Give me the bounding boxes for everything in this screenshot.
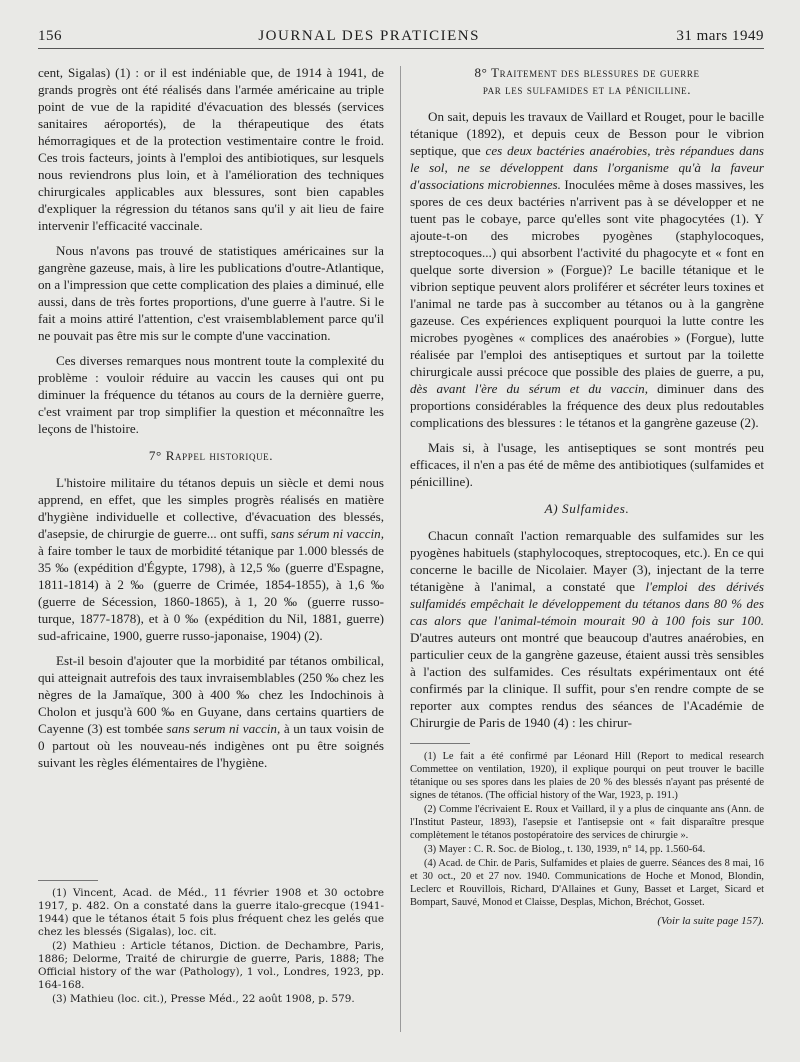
page-header <box>38 24 764 49</box>
continued-note: (Voir la suite page 157). <box>657 915 764 927</box>
footnote: (1) Vincent, Acad. de Méd., 11 février 1908 et 30 octobre 1917, p. 482. On a constaté dans la guerre italo-grecque (1941-1944) que le tétanos était 5 fois plus fréquent chez les gelés que chez les blessés (Sigalas), loc. cit. <box>38 887 384 938</box>
text-run: D'autres auteurs ont montré que beaucoup d'autres anaérobies, en particulier ceux de la gangrène gazeuse, étaient aussi très sensibles à l'action des sulfamides. Ces résultats expérimentaux ont été confirmés par la clinique. Il suffit, pour s'en rendre compte de se reporter aux comptes rendus des séances de l'Académie de Chirurgie de Paris de 1940 (4) : les chirur- <box>410 630 764 730</box>
heading-line: par les sulfamides et la pénicilline. <box>482 82 692 97</box>
italic-run: sans sérum ni vaccin, <box>270 526 384 541</box>
footnote: (2) Mathieu : Article tétanos, Diction. de Dechambre, Paris, 1886; Delorme, Traité de chirurgie de guerre, Paris, 1888; The Official history of the war (Pathology), 1 vol., Londres, 1923, pp. 164-168. <box>38 940 384 991</box>
heading-line: 8° Traitement des blessures de guerre <box>474 65 700 80</box>
text-run: diminuer dans des proportions considérables la fréquence des deux plus redoutables complications des blessures : le tétanos et la gangrène gazeuse (2). <box>410 381 764 430</box>
footnote: (1) Le fait a été confirmé par Léonard Hill (Report to medical research Commettee on ventilation, 1920), il explique pourqui on peut trouver le bacille tétanique ou ses spores dans les plaies de 20 % des blessés n'ayant pas présenté de signes de tétanos. (The official history of the War, 1923, p. 191.) <box>410 751 764 801</box>
italic-run: sans serum ni vaccin, <box>166 721 281 736</box>
issue-date: 31 mars 1949 <box>676 27 764 44</box>
paragraph: Ces diverses remarques nous montrent toute la complexité du problème : vouloir réduire au vaccin les causes qui ont pu diminuer la fréquence du tétanos au cours de la dernière guerre, c'est vraiment par trop simplifier la question et méconnaître les leçons de l'histoire. <box>38 353 384 436</box>
column-divider <box>400 66 401 1032</box>
left-column <box>38 64 384 779</box>
paragraph <box>38 474 384 644</box>
paragraph <box>38 652 384 771</box>
text-run: Inoculées même à doses massives, les spores de ces deux bactéries n'arrivent pas à se développer et ne tuent pas le cobaye, parce qu'elles sont vite phagocytées (1). Y ajoute-t-on des microbes pyogènes (staphylocoques, streptocoques...) qui absorbent l'activité du phagocyte et « font en quelque sorte diversion » (Forgue)? Le bacille tétanique et le vibrion septique peuvent alors proliférer et sécréter leurs toxines et l'animal ne tarde pas à succomber au tétanos ou à la gangrène gazeuse. Ces expériences expliquent pourquoi la lutte contre les microbes pyogènes « complices des anaérobies » (Forgue), lutte réalisée par l'emploi des antiseptiques et surtout par la toilette chirurgicale aussi précoce que possible des plaies de guerre, a pu, <box>410 177 764 379</box>
footnote: (4) Acad. de Chir. de Paris, Sulfamides et plaies de guerre. Séances des 8 mai, 16 et 30 oct., 20 et 27 nov. 1940. Communications de Hoche et Monod, Blondin, Leclerc et Rouvillois, Richard, D'Allaines et Guny, Basset et Larget, Sicard et Bompart, Sauvé, Monod et Claisse, Desplas, Michon, Bréchot, Gosset. <box>410 858 764 908</box>
text-run: Chacun connaît l'action remarquable des sulfamides sur les pyogènes habituels (staphylocoques, streptocoques, etc.). En ce qui concerne le bacille de Nicolaier. Mayer (3), injectant de la terre tétanigène à l'animal, a constaté que <box>410 528 764 594</box>
left-footnotes <box>38 880 384 1007</box>
section-heading-8 <box>410 64 764 98</box>
text-run: à un taux voisin de 0 partout où les nouveau-nés indigènes ont pu être soignés suivant les règles élémentaires de l'hygiène. <box>38 721 384 770</box>
text-run: On sait, depuis les travaux de Vaillard et Rouget, pour le bacille tétanique (1892), et depuis ceux de Besson pour le vibrion septique, que <box>410 109 764 158</box>
footnote: (2) Comme l'écrivaient E. Roux et Vaillard, il y a plus de cinquante ans (Ann. de l'Institut Pasteur, 1893), l'asepsie et l'antisepsie ont « fait disparaître presque complètement le tétanos postopératoire des services de chirurgie ». <box>410 804 764 841</box>
italic-run: dès avant l'ère du sérum et du vaccin, <box>410 381 648 396</box>
italic-run: l'emploi des dérivés sulfamidés empêchait le développement du tétanos dans 80 % des cas alors que l'animal-témoin mourait 90 à 100 fois sur 100. <box>410 579 765 628</box>
page-number: 156 <box>38 27 62 44</box>
text-run: à faire tomber le taux de morbidité tétanique par 1.000 blessés de 35 ‰ (expédition d'Égypte, 1798), à 12,5 ‰ (guerre d'Espagne, 1811-1814) à 2 ‰ (guerre de Crimée, 1854-1855), à 1,6 ‰ (guerre de Sécession, 1860-1865), à 1, 20 ‰ (guerre russo-turque, 1877-1878), et à 0 ‰ (expédition du Nil, 1881, guerre) sud-africaine, 1900, guerre russo-japonaise, 1904) (2). <box>38 543 384 643</box>
italic-run: ces deux bactéries anaérobies, très répandues dans le sol, ne se développent dans l'organisme qu'à la faveur d'associations microbiennes. <box>410 143 764 192</box>
right-column <box>410 64 764 929</box>
paragraph: Mais si, à l'usage, les antiseptiques se sont montrés peu efficaces, il n'en a pas été de même des antibiotiques (sulfamides et pénicilline). <box>410 440 764 489</box>
footnote-rule <box>38 880 98 881</box>
section-heading-7: 7° Rappel historique. <box>148 448 274 463</box>
footnote-rule <box>410 743 470 744</box>
paragraph: cent, Sigalas) (1) : or il est indéniable que, de 1914 à 1941, de grands progrès ont été réalisés dans l'armée américaine au triple point de vue de la rapidité d'évacuation des blessés (services sanitaires aéroportés), de la thérapeutique des états hémorragiques et de la protection vestimentaire contre le froid. Ces trois facteurs, joints à l'emploi des antibiotiques, sur lesquels nous reviendrons plus loin, et à l'amélioration des techniques chirurgicales applicables aux blessures, sont bien capables d'expliquer la régression du tétanos sans qu'il y ait lieu de faire intervenir l'efficacité vaccinale. <box>38 65 384 233</box>
paragraph: Nous n'avons pas trouvé de statistiques américaines sur la gangrène gazeuse, mais, à lire les publications d'outre-Atlantique, on a l'impression que cette complication des plaies a diminué, elle aussi, dans de très fortes proportions, d'une guerre à l'autre. Si le fait a moins attiré l'attention, c'est vraisemblablement parce qu'il ne pouvait pas être mis sur le compte d'une vaccination. <box>38 243 384 343</box>
text-run: Est-il besoin d'ajouter que la morbidité par tétanos ombilical, qui atteignait autrefois des taux invraisemblables (250 ‰ chez les nègres de la Jamaïque, 300 à 400 ‰ chez les Indochinois à Cholon et jusqu'à 600 ‰ en Guyane, dans certains quartiers de Cayenne (3) est tombée <box>38 653 384 736</box>
footnote: (3) Mathieu (loc. cit.), Presse Méd., 22 août 1908, p. 579. <box>52 993 355 1005</box>
journal-title: JOURNAL DES PRATICIENS <box>258 27 480 44</box>
text-run: L'histoire militaire du tétanos depuis un siècle et demi nous apprend, en effet, que les simples progrès réalisés en matière d'hygiène individuelle et collective, d'évacuation des blessés, d'asepsie, de chirurgie de guerre... ont suffi, <box>38 475 384 541</box>
footnote: (3) Mayer : C. R. Soc. de Biolog., t. 130, 1939, n° 14, pp. 1.560-64. <box>424 844 706 855</box>
subsection-heading: A) Sulfamides. <box>544 501 630 516</box>
paragraph <box>410 108 764 431</box>
paragraph <box>410 527 764 731</box>
